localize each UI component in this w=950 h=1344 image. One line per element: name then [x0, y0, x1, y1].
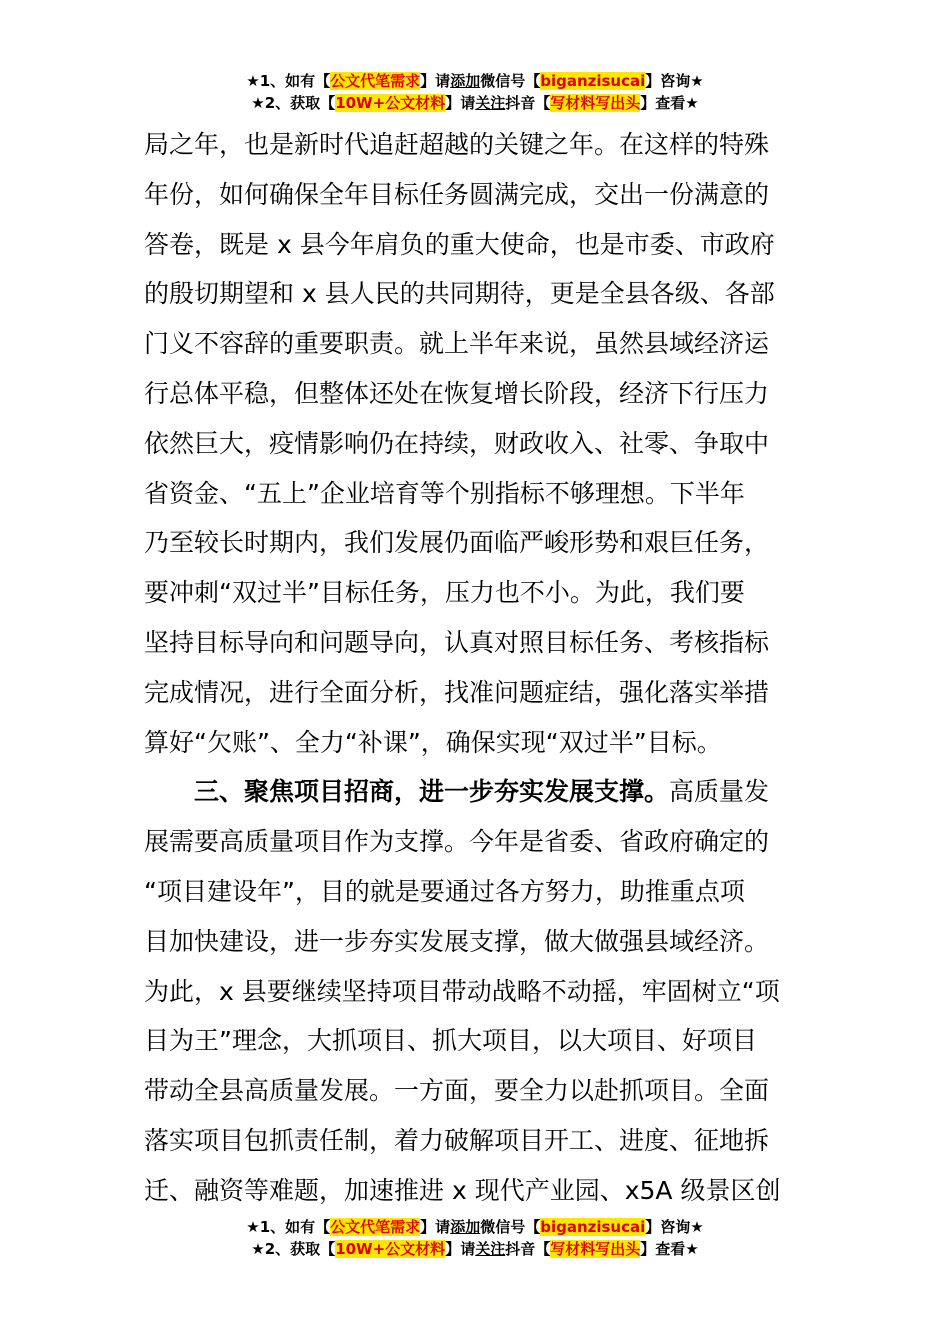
banner-highlight: 写材料写出头 [550, 94, 641, 112]
banner-line-1 [0, 70, 950, 92]
banner-text: 】咨询★ [645, 1218, 704, 1236]
banner-highlight: 10W+公文材料 [335, 1240, 446, 1258]
body-line: 目为王”理念，大抓项目、抓大项目，以大项目、好项目 [144, 1026, 757, 1056]
banner-text: 微信号【 [480, 72, 541, 90]
body-line: 的殷切期望和 x 县人民的共同期待，更是全县各级、各部 [144, 279, 775, 309]
banner-text: 】请 [420, 1218, 451, 1236]
body-line: 展需要高质量项目作为支撑。今年是省委、省政府确定的 [144, 827, 770, 857]
body-line: 门义不容辞的重要职责。就上半年来说，虽然县域经济运 [144, 329, 770, 359]
body-line: 依然巨大，疫情影响仍在持续，财政收入、社零、争取中 [144, 428, 770, 458]
body-line: 年份，如何确保全年目标任务圆满完成，交出一份满意的 [144, 179, 770, 209]
bottom-banner [0, 1216, 950, 1260]
body-line: 乃至较长时期内，我们发展仍面临严峻形势和艰巨任务， [144, 528, 770, 558]
body-line: 坚持目标导向和问题导向，认真对照目标任务、考核指标 [144, 627, 770, 657]
banner-highlight: 10W+公文材料 [335, 94, 446, 112]
banner-text: 】请 [445, 94, 476, 112]
banner-text: 】请 [420, 72, 451, 90]
banner-underline: 添加 [450, 1218, 481, 1236]
body-line: 局之年，也是新时代追赶超越的关键之年。在这样的特殊 [144, 130, 770, 159]
body-line: 省资金、“五上”企业培育等个别指标不够理想。下半年 [144, 478, 745, 508]
body-line: “项目建设年”，目的就是要通过各方努力，助推重点项 [144, 876, 745, 906]
banner-underline: 添加 [450, 72, 481, 90]
banner-highlight: 公文代笔需求 [330, 72, 421, 90]
banner-text: ★2、获取【 [251, 94, 336, 112]
banner-text: 】请 [445, 1240, 476, 1258]
body-line: 答卷，既是 x 县今年肩负的重大使命，也是市委、市政府 [144, 229, 775, 259]
body-line: 行总体平稳，但整体还处在恢复增长阶段，经济下行压力 [144, 378, 770, 408]
section-heading: 三、聚焦项目招商，进一步夯实发展支撑。 [194, 777, 670, 807]
banner-highlight: 公文代笔需求 [330, 1218, 421, 1236]
banner-line-2 [0, 92, 950, 114]
banner-text: 抖音【 [505, 94, 551, 112]
body-line: 算好“欠账”、全力“补课”，确保实现“双过半”目标。 [144, 727, 722, 757]
banner-highlight: 写材料写出头 [550, 1240, 641, 1258]
banner-underline: 关注 [475, 1240, 506, 1258]
banner-text: 】查看★ [640, 1240, 699, 1258]
banner-line-1 [0, 1216, 950, 1238]
top-banner [0, 70, 950, 114]
banner-highlight: biganzisucai [540, 1218, 646, 1236]
body-line: 迁、融资等难题，加速推进 x 现代产业园、x5A 级景区创 [144, 1175, 781, 1205]
body-line: 为此，x 县要继续坚持项目带动战略不动摇，牢固树立“项 [144, 976, 780, 1006]
banner-text: ★1、如有【 [246, 72, 331, 90]
body-line: 要冲刺“双过半”目标任务，压力也不小。为此，我们要 [144, 578, 745, 608]
section-text: 高质量发 [669, 777, 770, 807]
banner-underline: 关注 [475, 94, 506, 112]
section-first-line [144, 767, 808, 817]
banner-text: 抖音【 [505, 1240, 551, 1258]
banner-text: 微信号【 [480, 1218, 541, 1236]
banner-highlight: biganzisucai [540, 72, 646, 90]
body-line: 带动全县高质量发展。一方面，要全力以赴抓项目。全面 [144, 1076, 770, 1106]
body-line: 完成情况，进行全面分析，找准问题症结，强化落实举措 [144, 677, 770, 707]
body-line: 目加快建设，进一步夯实发展支撑，做大做强县域经济。 [144, 926, 770, 956]
banner-text: 】查看★ [640, 94, 699, 112]
body-line: 落实项目包抓责任制，着力破解项目开工、进度、征地拆 [144, 1125, 770, 1155]
banner-text: ★1、如有【 [246, 1218, 331, 1236]
banner-text: 】咨询★ [645, 72, 704, 90]
banner-text: ★2、获取【 [251, 1240, 336, 1258]
banner-line-2 [0, 1238, 950, 1260]
document-body [144, 120, 808, 1216]
